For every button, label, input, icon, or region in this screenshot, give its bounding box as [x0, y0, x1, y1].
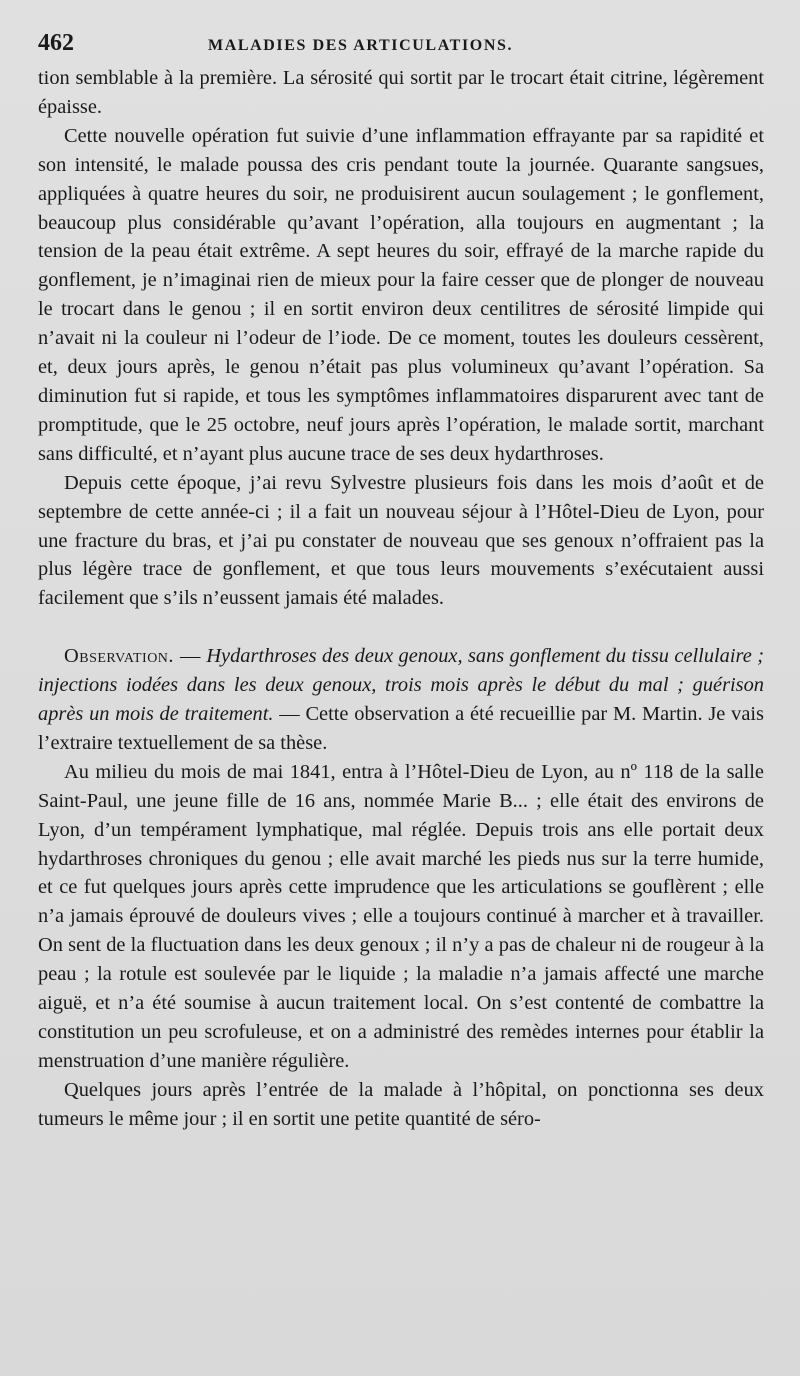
paragraph-operation: Cette nouvelle opération fut suivie d’une inflammation effrayante par sa rapidité et son intensité, le malade poussa des cris pendant toute la journée. Quarante sangsues, appliquées à quatre heures du soir, ne produisirent aucun soulagement ; le gonflement, beaucoup plus considérable qu’avant l’opération, alla toujours en augmentant ; la tension de la peau était extrême. A sept heures du soir, effrayé de la marche rapide du gonflement, je n’imaginai rien de mieux pour la faire cesser que de plonger de nouveau le trocart dans le genou ; il en sortit environ deux centilitres de sérosité limpide qui n’avait ni la couleur ni l’odeur de l’iode. De ce moment, toutes les douleurs cessèrent, et, deux jours après, le genou n’était pas plus volumineux qu’avant l’opération. Sa diminution fut si rapide, et tous les symptômes inflammatoires disparurent avec tant de promptitude, que le 25 octobre, neuf jours après l’opération, le malade sortit, marchant sans difficulté, et n’ayant plus aucune trace de ses deux hydarthroses. — [38, 124, 764, 465]
paragraph-case-history: Au milieu du mois de mai 1841, entra à l’Hôtel-Dieu de Lyon, au nº 118 de la salle Saint-Paul, une jeune fille de 16 ans, nommée Marie B... ; elle était des environs de Lyon, d’un tempérament lymphatique, mal réglée. Depuis trois ans elle portait deux hydarthroses chroniques du genou ; elle avait marché les pieds nus sur la terre humide, et ce fut quelques jours après cette imprudence que les articulations se gouflèrent ; elle n’a jamais éprouvé de douleurs vives ; elle a toujours continué à marcher et à travailler. On sent de la fluctuation dans les deux genoux ; il n’y a pas de chaleur ni de rougeur à la peau ; la rotule est soulevée par le liquide ; la maladie n’a jamais affecté une marche aiguë, et n’a été soumise à aucun traitement local. On s’est contenté de combattre la constitution un peu scrofuleuse, et on a administré des remèdes internes pour établir la menstruation d’une manière régulière. — [38, 760, 764, 1072]
paragraph-continuation: tion semblable à la première. La sérosité qui sortit par le trocart était citrine, légèrement épaisse. — [38, 67, 764, 118]
observation-summary: Hydarthroses des deux genoux, sans gonflement du tissu cellulaire ; injections iodées dans les deux genoux, trois mois après le début du mal ; guérison après un mois de traitement. — [38, 645, 765, 726]
observation-heading — [38, 642, 764, 758]
section-gap — [38, 613, 764, 642]
running-head: MALADIES DES ARTICULATIONS. — [208, 37, 514, 54]
observation-intro: — Cette observation a été recueillie par M. Martin. Je vais l’extraire textuellement de sa thèse. — [38, 703, 764, 754]
observation-title: Observation. — — [64, 645, 201, 668]
page-header — [38, 30, 764, 64]
paragraph-puncture: Quelques jours après l’entrée de la malade à l’hôpital, on ponctionna ses deux tumeurs le même jour ; il en sortit une petite quantité de séro- — [38, 1078, 764, 1130]
page-number: 462 — [38, 30, 74, 56]
paragraph-follow-up: Depuis cette époque, j’ai revu Sylvestre plusieurs fois dans les mois d’août et de septembre de cette année-ci ; il a fait un nouveau séjour à l’Hôtel-Dieu de Lyon, pour une fracture du bras, et j’ai pu constater de nouveau que ses genoux n’offraient pas la plus légère trace de gonflement, et que tous leurs mouvements s’exécutaient aussi facilement que s’ils n’eussent jamais été malades. — [38, 471, 764, 610]
